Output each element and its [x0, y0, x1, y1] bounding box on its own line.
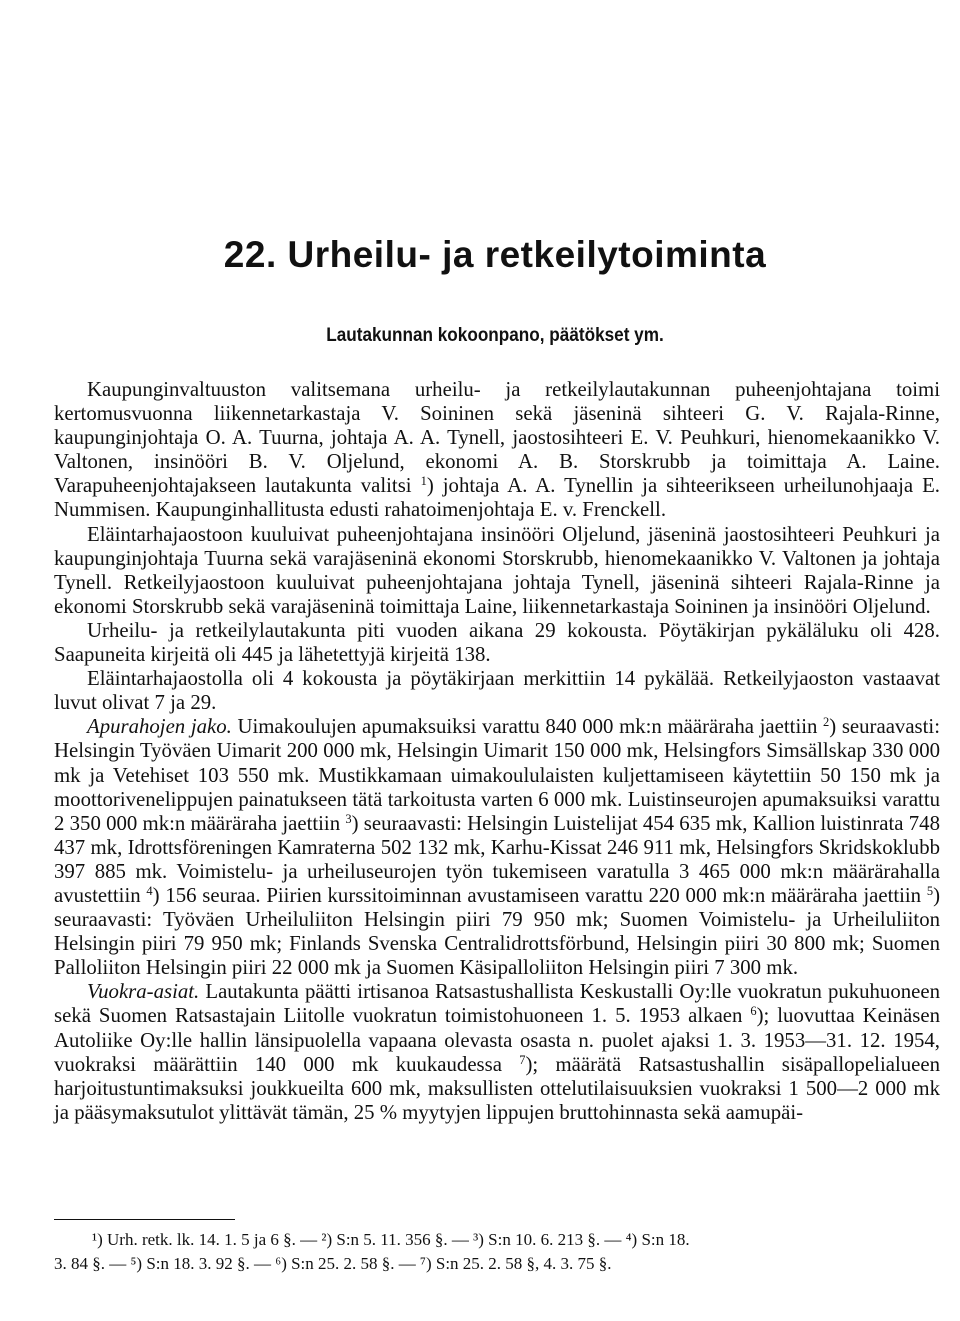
paragraph-text: Eläintarhajaostolla oli 4 kokousta ja pöytäkirjaan merkittiin 14 pykälää. Retkeilyjaoston vastaavat luvut olivat 7 ja 29.: [54, 667, 940, 715]
paragraph-text: ) seuraavasti: Helsingin Luistelijat 454 635 mk, Kallion luistinrata 748 437 mk, Idrottsföreningen Kamraterna 502 132 mk, Karhu-Kissat 246 911 mk, Helsingfors Skridskoklubb 397 885 mk. Voimistelu- ja urheiluseurojen työn tukemiseen varatulla 3 465 000 mk:n määrärahalla avustettiin: [54, 811, 940, 907]
footnote-line: 3. 84 §. — ⁵) S:n 18. 3. 92 §. — ⁶) S:n 25. 2. 58 §. — ⁷) S:n 25. 2. 58 §, 4. 3. 75 §.: [54, 1253, 612, 1273]
footnote-ref: 1: [420, 474, 427, 489]
paragraph-text: ) johtaja A. A. Tynellin ja sihteerikseen urheilunohjaaja E. Nummisen. Kaupunginhallitusta edusti rahatoimenjohtaja E. v. Frenckell.: [54, 474, 941, 522]
paragraph-text: Kaupunginvaltuuston valitsemana urheilu- ja retkeilylautakunnan puheenjohtajana toimi kertomusvuonna liikennetarkastaja V. Soininen sekä jäseninä sihteeri G. V. Rajala-Rinne, kaupunginjohtaja O. A. Tuurna, johtaja A. A. Tynell, jaostosihteeri E. V. Peuhkuri, hienomekaanikko V. Valtonen, insinööri B. V. Oljelund, ekonomi A. B. Storskrubb ja toimittaja A. Laine. Varapuheenjohtajakseen lautakunta valitsi: [54, 378, 940, 498]
footnote-ref: 4: [146, 884, 153, 899]
section-subtitle: Lautakunnan kokoonpano, päätökset ym.: [326, 324, 664, 346]
inline-heading: Vuokra-asiat.: [87, 980, 200, 1004]
footnote-ref: 3: [345, 811, 352, 826]
footnote-ref: 6: [750, 1004, 757, 1019]
paragraph-text: ); luovuttaa Keinäsen Autoliike Oy:lle hallin länsipuolella vapaana olevasta osasta n. puolet ajaksi 1. 3. 1953—31. 12. 1954, vuokraksi määrättiin 140 000 mk kuukaudessa: [54, 1004, 941, 1076]
paragraph-text: Urheilu- ja retkeilylautakunta piti vuoden aikana 29 kokousta. Pöytäkirjan pykäläluku oli 428. Saapuneita kirjeitä oli 445 ja lähetettyjä kirjeitä 138.: [54, 618, 940, 667]
paragraph-text: Eläintarhajaostoon kuuluivat puheenjohtajana insinööri Oljelund, jäseninä jaostosihteeri Peuhkuri ja kaupunginjohtaja Tuurna sekä varajäseninä ekonomi Storskrubb, hienomekaanikko V. Valtonen ja johtaja Tynell. Retkeilyjaostoon kuuluivat puheenjohtajana johtaja Tynell, jäseninä sihteeri Rajala-Rinne ja ekonomi Storskrubb sekä varajäseninä toimittaja Laine, liikennetarkastaja Soininen ja insinööri Oljelund.: [54, 522, 940, 618]
footnote-ref: 7: [519, 1052, 526, 1067]
footnote-ref: 2: [823, 715, 830, 730]
footnote-divider: [54, 1219, 235, 1220]
body-text: [54, 378, 940, 1125]
paragraph-subcommittees: [54, 523, 940, 619]
paragraph-text: ); määrätä Ratsastushallin sisäpallopelialueen harjoitustuntimaksuksi joukkueilta 600 mk, maksullisten ottelutilaisuuksien vuokraksi 1 500—2 000 mk ja pääsymaksutulot ylittävät tämän, 25 % myytyjen lippujen bruttohinnasta sekä aamupäi-: [54, 1052, 940, 1124]
paragraph-text: ) seuraavasti: Työväen Urheiluliiton Helsingin piiri 79 950 mk; Suomen Voimistelu- ja Urheiluliiton Helsingin piiri 79 950 mk; Finlands Svenska Centralidrottsförbund, Helsingin piiri 30 800 mk; Suomen Palloliiton Helsingin piiri 22 000 mk ja Suomen Käsipalloliiton Helsingin piiri 7 300 mk.: [54, 883, 941, 980]
paragraph-meetings: [54, 619, 940, 667]
paragraph-text: Uimakoulujen apumaksuiksi varattu 840 000 mk:n määräraha jaettiin: [231, 715, 824, 739]
footnote-ref: 5: [926, 884, 934, 899]
paragraph-board-composition: [54, 378, 940, 523]
footnote-line: ¹) Urh. retk. lk. 14. 1. 5 ja 6 §. — ²) S:n 5. 11. 356 §. — ³) S:n 10. 6. 213 §. — ⁴) S:n 18.: [92, 1230, 690, 1249]
paragraph-rentals: [54, 980, 940, 1125]
paragraph-subcommittee-meetings: [54, 667, 940, 715]
paragraph-text: ) 156 seuraa. Piirien kurssitoiminnan avustamiseen varattu 220 000 mk:n määräraha jaettiin: [152, 883, 927, 907]
paragraph-text: Lautakunta päätti irtisanoa Ratsastushallista Keskustalli Oy:lle vuokratun pukuhuoneen sekä Suomen Ratsastajain Liitolle vuokratun toimistohuoneen 1. 5. 1953 alkaen: [54, 980, 940, 1028]
footnotes: [54, 1228, 940, 1275]
paragraph-grants: [54, 715, 940, 980]
paragraph-text: ) seuraavasti: Helsingin Työväen Uimarit 200 000 mk, Helsingin Uimarit 150 000 mk, Helsingfors Simsällskap 330 000 mk ja Vetehiset 103 550 mk. Mustikkamaan uimakoululaisten kuljettamiseen käytettiin 50 150 mk ja moottorivenelippujen painatukseen tätä tarkoitusta varten 6 000 mk. Luistinseurojen apumaksuiksi varattu 2 350 000 mk:n määräraha jaettiin: [54, 715, 940, 835]
inline-heading: Apurahojen jako.: [87, 715, 232, 739]
page-title: 22. Urheilu- ja retkeilytoiminta: [223, 234, 767, 275]
